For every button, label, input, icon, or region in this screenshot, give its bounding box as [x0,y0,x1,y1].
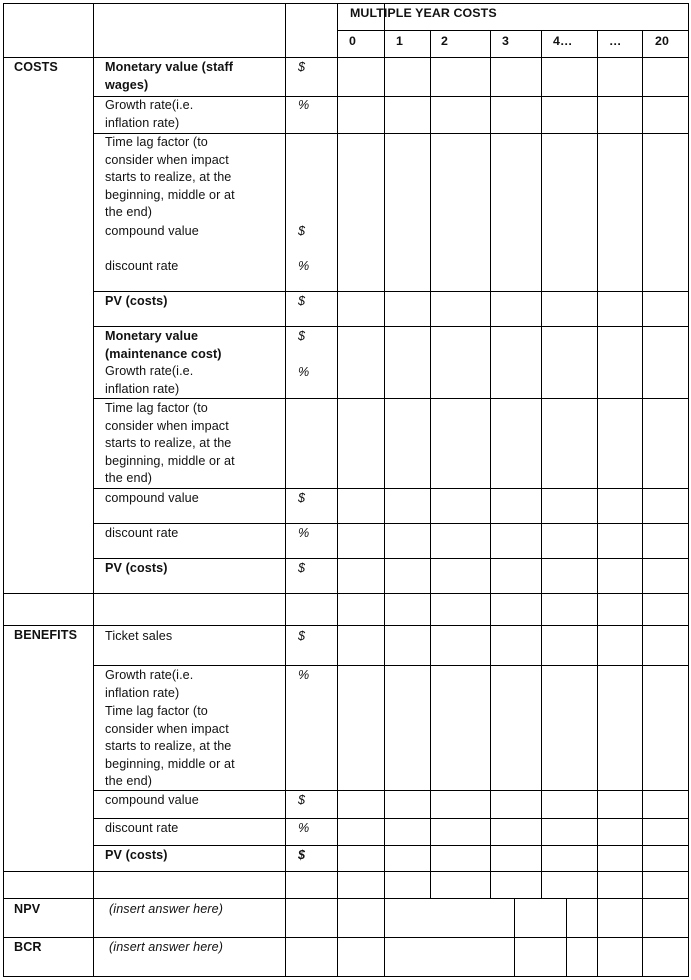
row-discount-rate: discount rate [105,259,179,273]
row-time-lag-factor: Time lag factor (to consider when impact starts to realize, at the beginning, middle or at the end) [105,135,235,220]
row-discount-rate: discount rate [105,526,179,540]
unit-dollar: $ [298,60,306,74]
year-header-2: 2 [441,34,448,48]
bcr-answer: (insert answer here) [109,940,223,954]
year-header-4: 4… [553,34,573,48]
row-growth-rate: Growth rate(i.e. inflation rate) [105,364,194,396]
row-growth-rate: Growth rate(i.e. inflation rate) [105,98,194,130]
header-title: MULTIPLE YEAR COSTS [350,6,497,20]
year-header-20: 20 [655,34,669,48]
unit-dollar: $ [298,629,306,643]
unit-dollar: $ [298,793,306,807]
unit-dollar: $ [298,561,306,575]
row-ticket-sales: Ticket sales [105,629,173,643]
unit-percent: % [298,821,310,835]
unit-percent: % [298,668,310,682]
unit-dollar: $ [298,491,306,505]
row-discount-rate: discount rate [105,821,179,835]
unit-percent: % [298,526,310,540]
row-compound-value: compound value [105,491,199,505]
unit-percent: % [298,98,310,112]
row-compound-value: compound value [105,224,199,238]
section-costs: COSTS [14,60,58,74]
year-header-1: 1 [396,34,403,48]
section-npv: NPV [14,902,41,916]
row-monetary-value-maintenance: Monetary value (maintenance cost) [105,329,222,361]
year-header-3: 3 [502,34,509,48]
row-pv-costs: PV (costs) [105,848,168,862]
section-benefits: BENEFITS [14,628,78,642]
unit-dollar: $ [298,294,306,308]
year-header-ellipsis: … [609,34,622,48]
unit-percent: % [298,259,310,273]
row-time-lag-factor: Time lag factor (to consider when impact starts to realize, at the beginning, middle or at the end) [105,401,235,486]
unit-percent: % [298,365,310,379]
npv-answer: (insert answer here) [109,902,223,916]
row-compound-value: compound value [105,793,199,807]
row-pv-costs: PV (costs) [105,294,168,308]
section-bcr: BCR [14,940,42,954]
unit-dollar: $ [298,329,306,343]
row-time-lag-factor: Time lag factor (to consider when impact starts to realize, at the beginning, middle or at the end) [105,704,235,789]
row-pv-costs: PV (costs) [105,561,168,575]
unit-dollar: $ [298,224,306,238]
row-monetary-value-staff: Monetary value (staff wages) [105,60,234,92]
year-header-0: 0 [349,34,356,48]
unit-dollar: $ [298,848,306,862]
row-growth-rate: Growth rate(i.e. inflation rate) [105,668,194,700]
